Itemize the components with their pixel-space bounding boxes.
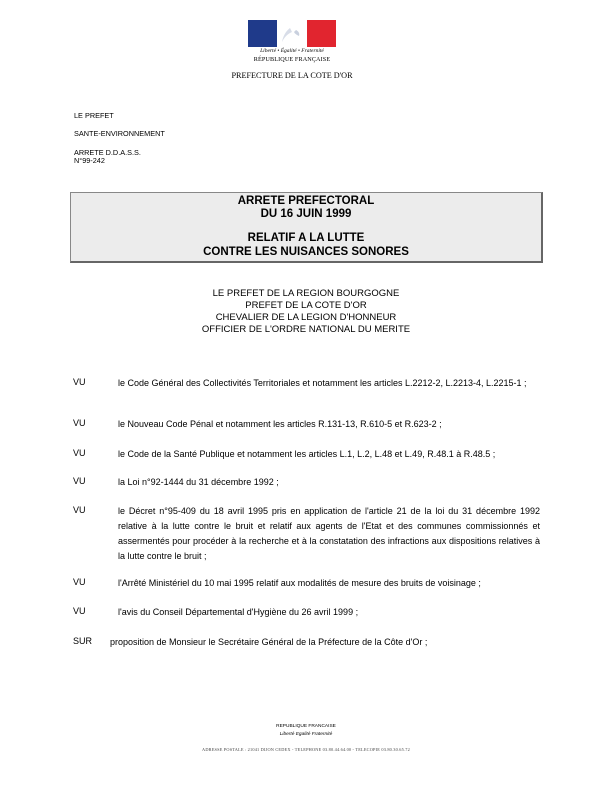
authority-line-1: LE PREFET DE LA REGION BOURGOGNE: [212, 288, 400, 299]
consideration-label: VU: [73, 476, 86, 486]
footer-republique: REPUBLIQUE FRANCAISE: [276, 724, 336, 729]
footer-motto: Liberté Egalité Fraternité: [279, 732, 333, 737]
le-prefet-label: LE PREFET: [74, 111, 114, 120]
prefecture-label: PREFECTURE DE LA COTE D'OR: [231, 71, 353, 80]
title-line-3: RELATIF A LA LUTTE: [247, 232, 365, 244]
consideration-label: VU: [73, 418, 86, 428]
authority-line-3: CHEVALIER DE LA LEGION D'HONNEUR: [215, 312, 397, 323]
motto: Liberté • Égalité • Fraternité: [260, 48, 324, 54]
title-line-2: DU 16 JUIN 1999: [260, 208, 352, 220]
service-label: SANTE-ENVIRONNEMENT: [74, 129, 165, 138]
republique-label: RÉPUBLIQUE FRANÇAISE: [253, 56, 331, 63]
consideration-text: l'avis du Conseil Départemental d'Hygiène du 26 avril 1999 ;: [118, 607, 359, 617]
consideration-label: SUR: [73, 636, 93, 646]
consideration-text: proposition de Monsieur le Secrétaire Général de la Préfecture de la Côte d'Or ;: [110, 637, 428, 647]
consideration-label: VU: [73, 448, 86, 458]
consideration-text: l'Arrêté Ministériel du 10 mai 1995 relatif aux modalités de mesure des bruits de voisinage ;: [118, 578, 481, 588]
arrete-ref: ARRETE D.D.A.S.S.: [74, 148, 141, 157]
republique-francaise-logo: [248, 20, 336, 62]
title-line-4: CONTRE LES NUISANCES SONORES: [203, 246, 409, 258]
arrete-number: N°99-242: [74, 156, 105, 165]
consideration-text: le Code Général des Collectivités Territoriales et notamment les articles L.2212-2, L.2213-4, L.2215-1 ;: [118, 378, 527, 388]
consideration-label: VU: [73, 606, 86, 616]
consideration-label: VU: [73, 505, 86, 515]
consideration-text: le Code de la Santé Publique et notamment les articles L.1, L.2, L.48 et L.49, R.48.1 à R.48.5 ;: [118, 449, 496, 459]
consideration-text: le Décret n°95-409 du 18 avril 1995 pris en application de l'article 21 de la loi du 31 décembre 1992 relative à la lutte contre le bruit et relatif aux agents de l'Etat et des communes commissionnés et assermentés pour procéder à la recherche et à la constatation des infractions aux dispositions relatives à la lutte contre le bruit ;: [118, 506, 540, 561]
footer-address: ADRESSE POSTALE : 21041 DIJON CEDEX - TELEPHONE 03.80.44.64.00 - TELECOPIE 03.80.30.65.72: [202, 747, 410, 752]
title-box: [70, 192, 543, 263]
consideration-text: le Nouveau Code Pénal et notamment les articles R.131-13, R.610-5 et R.623-2 ;: [118, 419, 442, 429]
consideration-label: VU: [73, 577, 86, 587]
title-line-1: ARRETE PREFECTORAL: [237, 195, 375, 207]
consideration-label: VU: [73, 377, 86, 387]
consideration-text: la Loi n°92-1444 du 31 décembre 1992 ;: [118, 477, 279, 487]
authority-line-4: OFFICIER DE L'ORDRE NATIONAL DU MERITE: [201, 324, 411, 335]
authority-line-2: PREFET DE LA COTE D'OR: [245, 300, 367, 311]
marianne-icon: [270, 22, 314, 47]
